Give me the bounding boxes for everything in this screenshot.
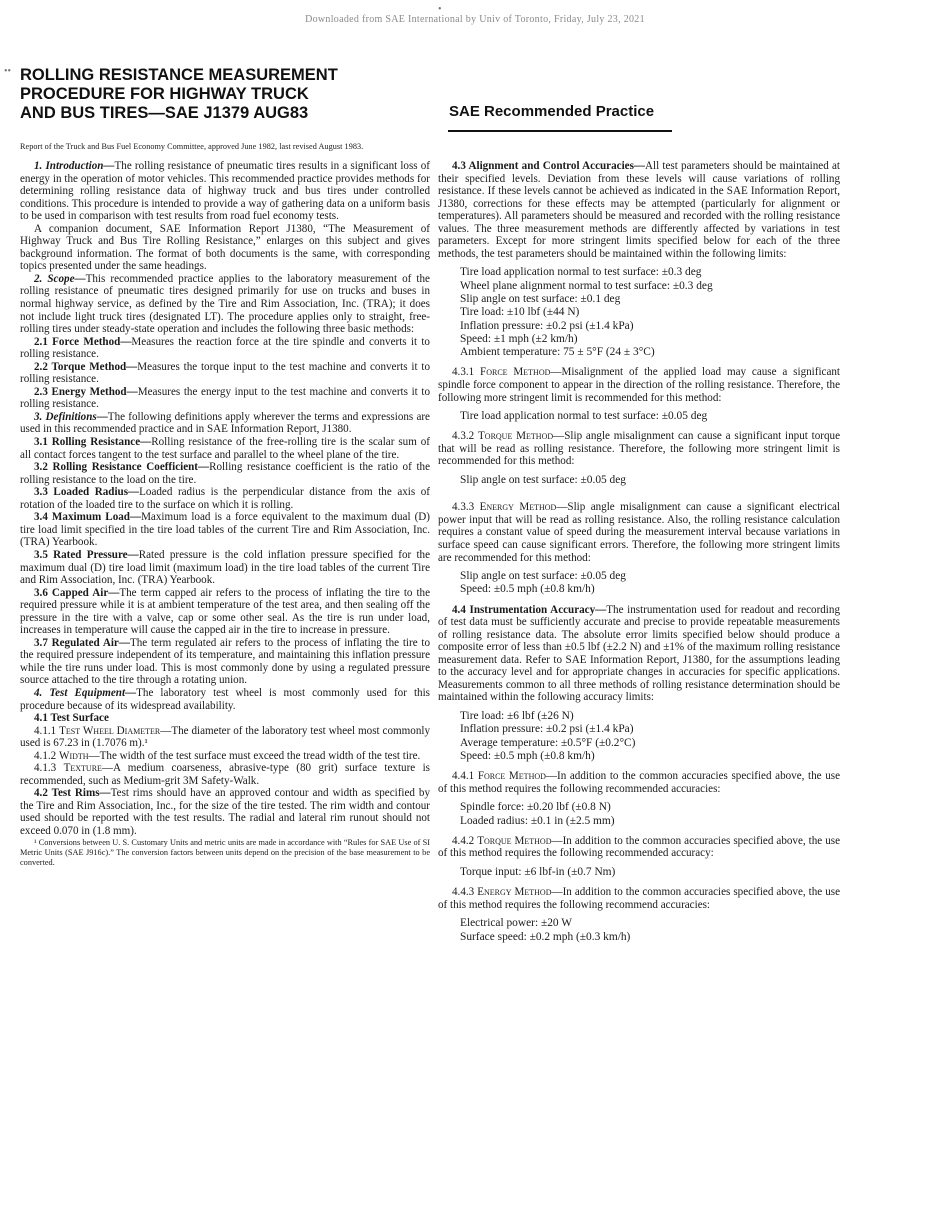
paragraph: 4.4 Instrumentation Accuracy—The instrumentation used for readout and recording of test data must be sufficiently accurate and precise to provide repeatable measurements of rolling resistance data. The absolute error limits specified below should produce a composite error of less than ±0.5 lbf (±2.2 N) and ±1% of the maximum rolling resistance measurement data. Refer to SAE Information Report, J1380, for the assumptions leading to the accuracy level and for appropriate changes in accuracies for specific applications. Measurements common to all three methods of rolling resistance determination should be maintained within the following accuracy limits: bbox=[438, 603, 840, 704]
paragraph: 3.4 Maximum Load—Maximum load is a force equivalent to the maximum dual (D) tire load limit specified in the tire load tables of the current Tire and Rim Association, Inc. (TRA) Yearbook. bbox=[20, 511, 430, 549]
paragraph: 4.4.3 Energy Method—In addition to the common accuracies specified above, the use of this method requires the following recommend accuracies: bbox=[438, 886, 840, 911]
paragraph: 3.2 Rolling Resistance Coefficient—Rolling resistance coefficient is the ratio of the rolling resistance to the load on the tire. bbox=[20, 461, 430, 486]
list-item: Average temperature: ±0.5°F (±0.2°C) bbox=[460, 736, 636, 749]
limits-list bbox=[460, 266, 840, 359]
paragraph: 4. Test Equipment—The laboratory test wheel is most commonly used for this procedure because of its widespread availability. bbox=[20, 686, 430, 712]
paragraph: 4.4.1 Force Method—In addition to the common accuracies specified above, the use of this method requires the following recommended accuracies: bbox=[438, 770, 840, 795]
accuracy-list bbox=[460, 710, 840, 763]
list-item: Inflation pressure: ±0.2 psi (±1.4 kPa) bbox=[460, 319, 634, 332]
title-rule bbox=[448, 130, 672, 132]
paragraph: 2. Scope—This recommended practice applies to the laboratory measurement of the rolling resistance of pneumatic tires designed primarily for use on trucks and buses in normal highway service, as defined by the Tire and Rim Association, Inc. (TRA); it does not include light truck tires (designated LT). The procedure applies only to straight, free-rolling tires under steady-state operation and includes the following three basic methods: bbox=[20, 272, 430, 336]
paragraph: 4.1.3 Texture—A medium coarseness, abrasive-type (80 grit) surface texture is recommended, such as Medium-grit 3M Safety-Walk. bbox=[20, 762, 430, 787]
paragraph: 4.1.2 Width—The width of the test surface must exceed the tread width of the test tire. bbox=[34, 749, 421, 762]
accuracy-list bbox=[460, 801, 840, 828]
paragraph: 4.3.2 Torque Method—Slip angle misalignment can cause a significant input torque that will be read as rolling resistance. Therefore, the following more stringent limit is recommended for this method: bbox=[438, 430, 840, 468]
accuracy-list bbox=[460, 917, 840, 944]
list-item: Loaded radius: ±0.1 in (±2.5 mm) bbox=[460, 814, 615, 827]
list-item: Slip angle on test surface: ±0.05 deg bbox=[460, 570, 626, 583]
scan-dot: • bbox=[438, 4, 442, 15]
list-item: Slip angle on test surface: ±0.1 deg bbox=[460, 292, 621, 305]
list-item: Speed: ±0.5 mph (±0.8 km/h) bbox=[460, 749, 595, 762]
document-title: ROLLING RESISTANCE MEASUREMENT PROCEDURE FOR HIGHWAY TRUCK AND BUS TIRES—SAE J1379 AUG83 bbox=[20, 66, 338, 122]
left-column bbox=[20, 160, 430, 869]
right-column bbox=[438, 160, 840, 951]
paragraph: 2.3 Energy Method—Measures the energy input to the test machine and converts it to rolling resistance. bbox=[20, 385, 430, 411]
list-item: Torque input: ±6 lbf-in (±0.7 Nm) bbox=[460, 866, 616, 878]
list-item: Tire load application normal to test surface: ±0.3 deg bbox=[460, 266, 702, 279]
limits-list bbox=[460, 410, 840, 423]
paragraph: 3.1 Rolling Resistance—Rolling resistance of the free-rolling tire is the scalar sum of all contact forces tangent to the test surface and parallel to the wheel plane of the tire. bbox=[20, 436, 430, 461]
paragraph: 3.5 Rated Pressure—Rated pressure is the cold inflation pressure specified for the maximum dual (D) tire load limit (maximum load) in the tire load tables of the current Tire and Rim Association, Inc. (TRA) Yearbook. bbox=[20, 548, 430, 587]
section-heading: 4.1 Test Surface bbox=[34, 712, 109, 725]
paragraph: A companion document, SAE Information Report J1380, “The Measurement of Highway Truck and Bus Tire Rolling Resistance,” enlarges on this subject and gives background information. The format of both documents is the same, with corresponding topics presented under the same headings. bbox=[20, 222, 430, 273]
paragraph: 4.3 Alignment and Control Accuracies—All test parameters should be maintained at their specified levels. Deviation from these levels will cause variations of rolling resistance. If these levels cannot be achieved as indicated in the SAE Information Report, J1380, corrections for these effects may be attempted (particularly for alignment or temperatures). All parameters should be measured and recorded with the rolling resistance values. The three measurement methods are differently affected by variations in test parameters. Except for more stringent limits specified below for each of the three methods, the test parameters should be maintained within the following limits: bbox=[438, 160, 840, 260]
scan-dot: •• bbox=[4, 66, 12, 77]
paragraph: 4.1.1 Test Wheel Diameter—The diameter of the laboratory test wheel most commonly used is 67.23 in (1.7076 m).¹ bbox=[20, 724, 430, 750]
practice-label: SAE Recommended Practice bbox=[449, 103, 655, 120]
report-line: Report of the Truck and Bus Fuel Economy Committee, approved June 1982, last revised August 1983. bbox=[20, 142, 364, 151]
list-item: Slip angle on test surface: ±0.05 deg bbox=[460, 474, 626, 487]
footnote: ¹ Conversions between U. S. Customary Units and metric units are made in accordance with “Rules for SAE Use of SI Metric Units (SAE J916c).” The conversion factors between units depend on the precision of the base measurement to be converted. bbox=[20, 837, 430, 868]
paragraph: 4.3.1 Force Method—Misalignment of the applied load may cause a significant spindle force component to appear in the direction of the rolling resistance. Therefore, the following more stringent limit is recommended for this method: bbox=[438, 366, 840, 404]
paragraph: 3. Definitions—The following definitions apply wherever the terms and expressions are used in this recommended practice and in SAE Information Report, J1380. bbox=[20, 410, 430, 436]
paragraph: 2.1 Force Method—Measures the reaction force at the tire spindle and converts it to rolling resistance. bbox=[20, 335, 430, 361]
list-item: Ambient temperature: 75 ± 5°F (24 ± 3°C) bbox=[460, 346, 655, 359]
list-item: Spindle force: ±0.20 lbf (±0.8 N) bbox=[460, 801, 611, 814]
list-item: Tire load application normal to test surface: ±0.05 deg bbox=[460, 410, 708, 423]
paragraph: 3.6 Capped Air—The term capped air refers to the process of inflating the tire to the required pressure while it is at ambient temperature of the test area, and then sealing off the pressure in the tire with a valve, cap or some other seal. As the tire is run under load, increases in temperature will cause the capped air in the tire to increase in pressure. bbox=[20, 586, 431, 637]
paragraph: 3.3 Loaded Radius—Loaded radius is the perpendicular distance from the axis of rotation of the loaded tire to the surface on which it is rolling. bbox=[20, 486, 430, 511]
paragraph: 1. Introduction—The rolling resistance of pneumatic tires results in a significant loss of energy in the operation of motor vehicles. This recommended practice provides methods for determining rolling resistance data of highway truck and bus tires under controlled conditions. This procedure is intended to provide a way of gathering data on a uniform basis to be used in comparison with test results from road fuel economy tests. bbox=[20, 160, 430, 223]
paragraph: 4.4.2 Torque Method—In addition to the common accuracies specified above, the use of this method requires the following recommended accuracy: bbox=[438, 834, 840, 860]
list-item: Tire load: ±6 lbf (±26 N) bbox=[460, 710, 574, 723]
paragraph: 2.2 Torque Method—Measures the torque input to the test machine and converts it to rolling resistance. bbox=[20, 360, 430, 386]
list-item: Surface speed: ±0.2 mph (±0.3 km/h) bbox=[460, 930, 631, 943]
list-item: Wheel plane alignment normal to test surface: ±0.3 deg bbox=[460, 279, 713, 292]
list-item: Tire load: ±10 lbf (±44 N) bbox=[460, 306, 580, 319]
list-item: Inflation pressure: ±0.2 psi (±1.4 kPa) bbox=[460, 723, 634, 736]
list-item: Speed: ±1 mph (±2 km/h) bbox=[460, 332, 578, 345]
list-item: Electrical power: ±20 W bbox=[460, 917, 572, 930]
accuracy-list bbox=[460, 866, 840, 879]
paragraph: 3.7 Regulated Air—The term regulated air refers to the process of inflating the tire to the required pressure independent of its temperature, and maintaining this inflation pressure while the tire runs under load. This is most commonly done by using a regulated pressure source attached to the tire through a rotating union. bbox=[20, 636, 431, 687]
download-notice: Downloaded from SAE International by Univ of Toronto, Friday, July 23, 2021 bbox=[305, 14, 645, 25]
list-item: Speed: ±0.5 mph (±0.8 km/h) bbox=[460, 583, 595, 596]
limits-list bbox=[460, 570, 840, 597]
limits-list bbox=[460, 474, 840, 487]
paragraph: 4.2 Test Rims—Test rims should have an approved contour and width as specified by the Tire and Rim Association, Inc., for the size of the tire tested. The rim width and contour used should be reported with the test results. The radial and lateral rim runout should not exceed 0.070 in (1.8 mm). bbox=[20, 787, 430, 837]
paragraph: 4.3.3 Energy Method—Slip angle misalignment can cause a significant electrical power input that will be read as rolling resistance. Also, the rolling resistance calculation requires a constant value of speed during the measurement interval because variations in surface speed can cause significant errors. Therefore, the following more stringent limits are recommended for this method: bbox=[438, 501, 841, 564]
